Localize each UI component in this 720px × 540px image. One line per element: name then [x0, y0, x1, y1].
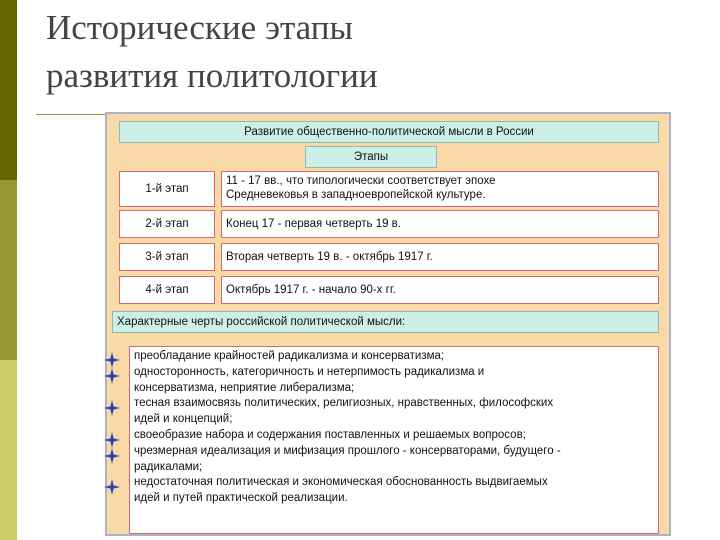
four-point-star-icon [104, 448, 120, 464]
stage-1-label: 1-й этап [119, 171, 215, 207]
feature-line: консерватизма, неприятие либерализма; [134, 381, 355, 394]
stage-2-label: 2-й этап [119, 210, 215, 238]
stage-1-desc-line-2: Средневековья в западноевропейской культуре. [226, 189, 486, 201]
feature-line: односторонность, категоричность и нетерпимость радикализма и [134, 365, 485, 378]
four-point-star-icon [104, 352, 120, 368]
stage-1-desc-line-1: 11 - 17 вв., что типологически соответствует эпохе [226, 175, 496, 187]
stage-3-description: Вторая четверть 19 в. - октябрь 1917 г. [221, 243, 659, 271]
features-list [129, 346, 659, 534]
feature-line: преобладание крайностей радикализма и консерватизма; [134, 350, 445, 362]
stage-3-label: 3-й этап [119, 243, 215, 271]
slide-title-line-2: развития политологии [46, 56, 378, 95]
title-underline [36, 114, 110, 115]
slide-title-line-1: Исторические этапы [46, 8, 354, 47]
feature-line: радикалами; [134, 460, 203, 473]
feature-line: тесная взаимосвязь политических, религиозных, нравственных, философских [134, 397, 554, 410]
stage-2-description: Конец 17 - первая четверть 19 в. [221, 210, 659, 238]
stages-label: Этапы [305, 146, 437, 168]
stage-4-description: Октябрь 1917 г. - начало 90-х гг. [221, 276, 659, 304]
features-header: Характерные черты российской политической мысли: [112, 311, 659, 333]
four-point-star-icon [104, 368, 120, 384]
four-point-star-icon [104, 432, 120, 448]
feature-line: недостаточная политическая и экономическая обоснованность выдвигаемых [134, 476, 548, 489]
stage-1-description [221, 171, 659, 207]
stage-4-label: 4-й этап [119, 276, 215, 304]
feature-line: идей и концепций; [134, 413, 233, 426]
four-point-star-icon [104, 479, 120, 495]
feature-line: своеобразие набора и содержания поставленных и решаемых вопросов; [134, 428, 526, 441]
feature-line: чрезмерная идеализация и мифизация прошлого - консерваторами, будущего - [134, 444, 561, 457]
diagram-header: Развитие общественно-политической мысли в России [119, 121, 659, 143]
feature-line: идей и путей практической реализации. [134, 492, 348, 505]
left-accent-bar-bottom [0, 360, 17, 540]
slide-title [46, 4, 378, 100]
left-accent-bar-top [0, 0, 17, 180]
four-point-star-icon [104, 400, 120, 416]
left-accent-bar-middle [0, 180, 17, 360]
stages-diagram [105, 112, 671, 536]
